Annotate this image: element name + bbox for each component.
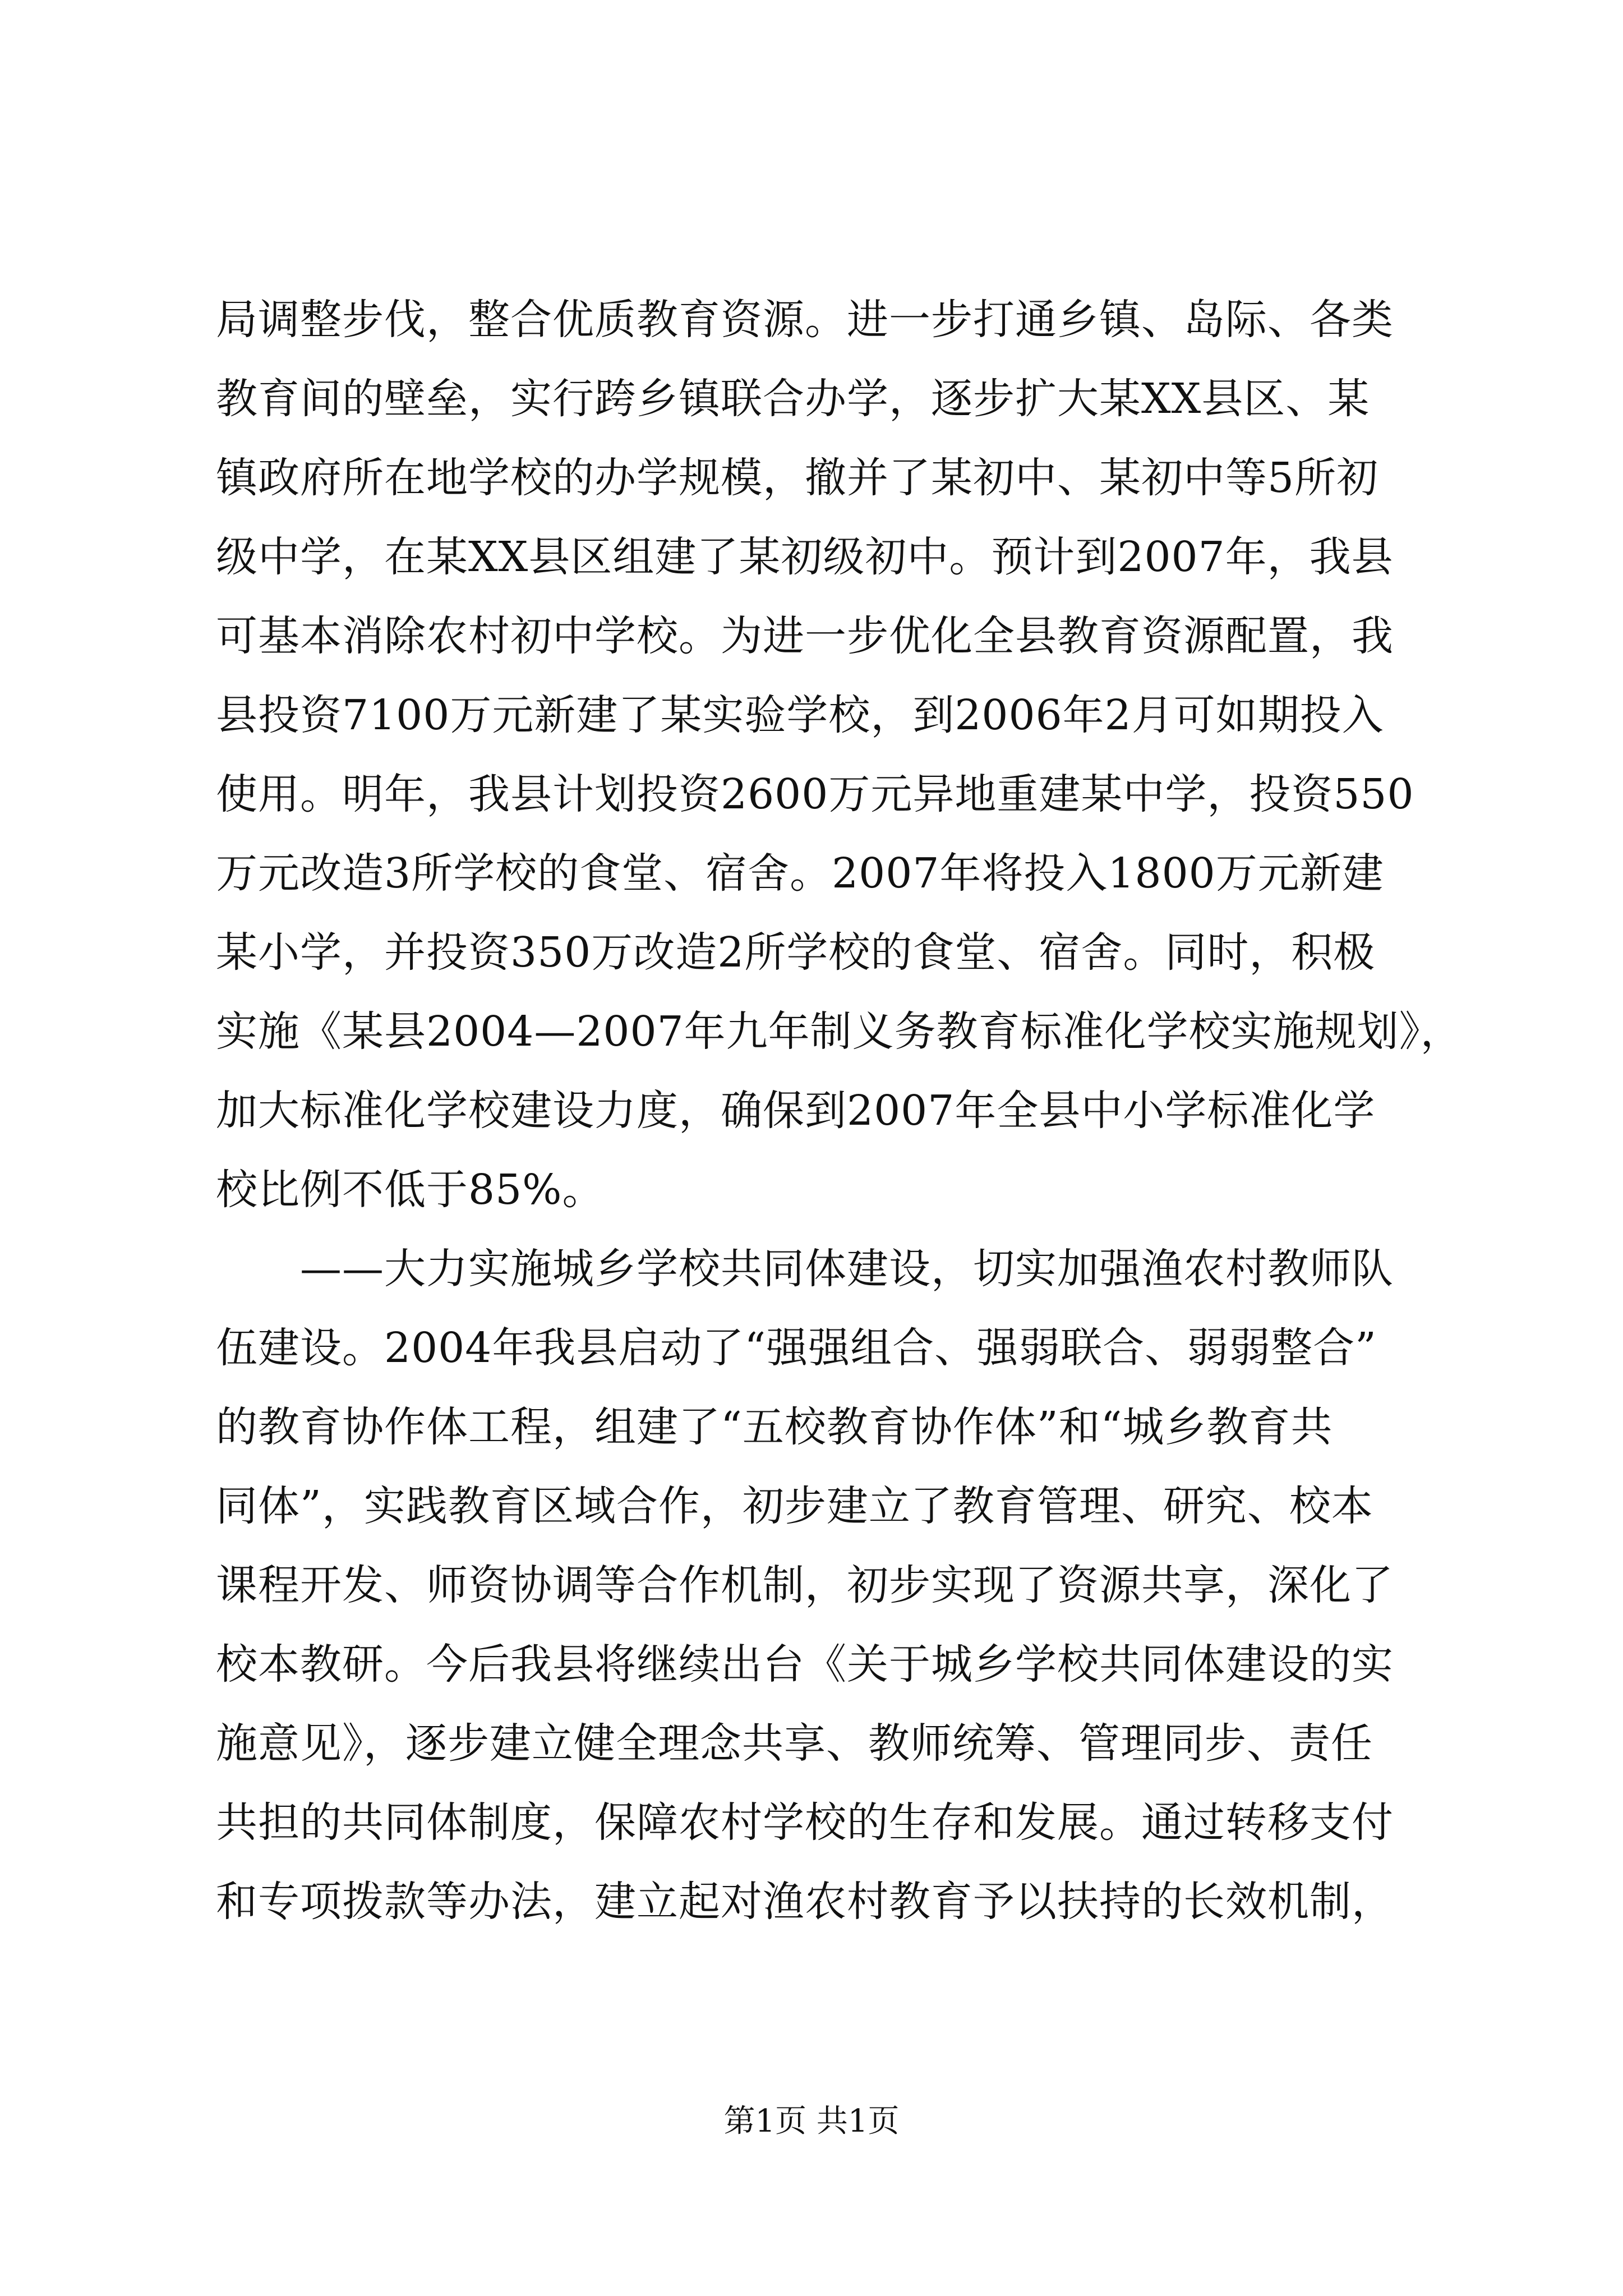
text-line: 使用。明年，我县计划投资2600万元异地重建某中学，投资550: [216, 770, 1414, 818]
text-line: 教育间的壁垒，实行跨乡镇联合办学，逐步扩大某XX县区、某: [216, 375, 1370, 423]
text-line: 万元改造3所学校的食堂、宿舍。2007年将投入1800万元新建: [216, 849, 1384, 898]
text-line: 县投资7100万元新建了某实验学校，到2006年2月可如期投入: [216, 691, 1384, 739]
text-line: 课程开发、师资协调等合作机制，初步实现了资源共享，深化了: [216, 1561, 1394, 1609]
text-line: 的教育协作体工程，组建了“五校教育协作体”和“城乡教育共: [216, 1403, 1333, 1451]
body-text: [216, 280, 1483, 1941]
text-line: 加大标准化学校建设力度，确保到2007年全县中小学标准化学: [216, 1087, 1376, 1135]
text-line: 校本教研。今后我县将继续出台《关于城乡学校共同体建设的实: [216, 1640, 1394, 1688]
text-line: 校比例不低于85%。: [216, 1166, 605, 1214]
page-number: 第1页 共1页: [723, 2103, 900, 2139]
text-line: 实施《某县2004—2007年九年制义务教育标准化学校实施规划》，: [216, 1007, 1463, 1056]
text-line: 和专项拨款等办法，建立起对渔农村教育予以扶持的长效机制，: [216, 1878, 1394, 1926]
text-line: 级中学，在某XX县区组建了某初级初中。预计到2007年，我县: [216, 533, 1394, 581]
text-line: 伍建设。2004年我县启动了“强强组合、强弱联合、弱弱整合”: [216, 1324, 1377, 1372]
text-line: 可基本消除农村初中学校。为进一步优化全县教育资源配置，我: [216, 612, 1394, 660]
text-line: 同体”，实践教育区域合作，初步建立了教育管理、研究、校本: [216, 1482, 1373, 1530]
text-line: ——大力实施城乡学校共同体建设，切实加强渔农村教师队: [216, 1245, 1394, 1293]
text-line: 施意见》，逐步建立健全理念共享、教师统筹、管理同步、责任: [216, 1719, 1373, 1768]
text-line: 某小学，并投资350万改造2所学校的食堂、宿舍。同时，积极: [216, 928, 1376, 977]
text-line: 镇政府所在地学校的办学规模，撤并了某初中、某初中等5所初: [216, 454, 1379, 502]
page-footer: [0, 2099, 1623, 2144]
text-line: 共担的共同体制度，保障农村学校的生存和发展。通过转移支付: [216, 1798, 1394, 1847]
text-line: 局调整步伐，整合优质教育资源。进一步打通乡镇、岛际、各类: [216, 296, 1394, 344]
